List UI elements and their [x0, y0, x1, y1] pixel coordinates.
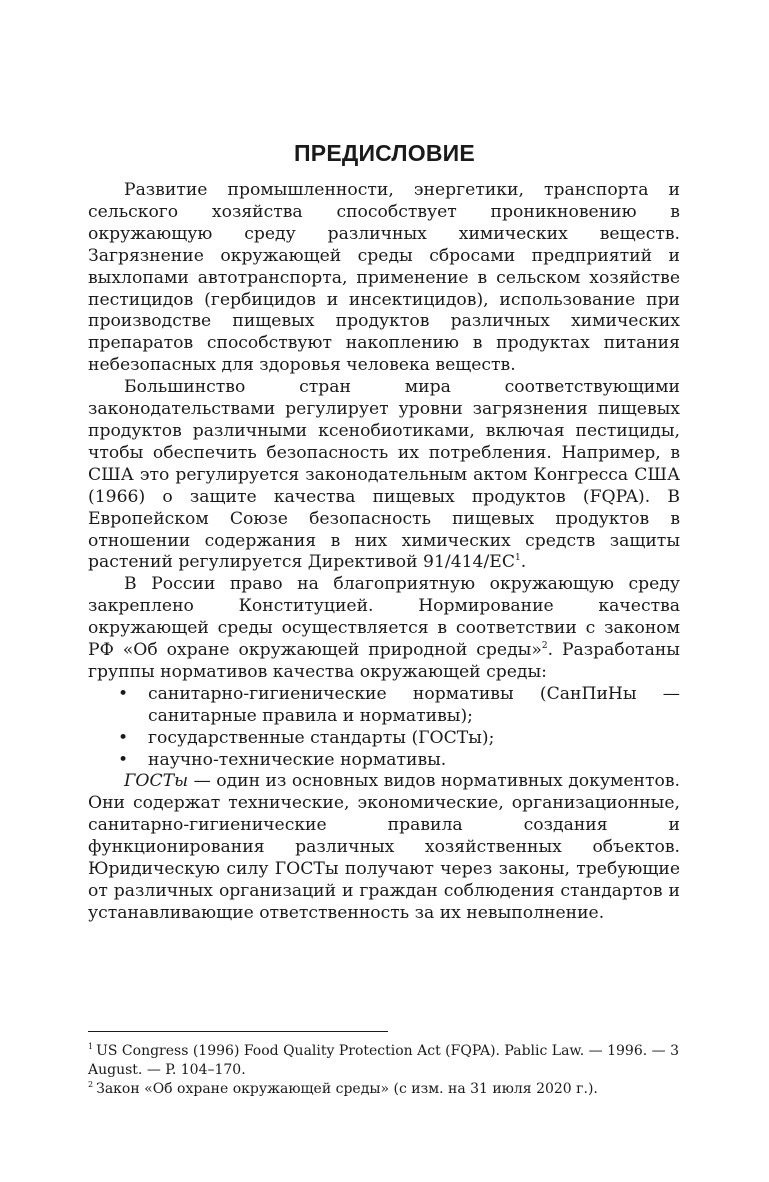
gost-term: ГОСТы: [124, 771, 189, 792]
paragraph-3-text: В России право на благоприятную окружающую среду закреплено Конституцией. Нормирование качества окружающей среды осуществляется в соответствии с законом РФ «Об охране окружающей природной среды»: [88, 574, 680, 661]
main-text: [88, 180, 680, 925]
footnote-ref-2: 2: [541, 641, 548, 652]
bullet-list: [88, 684, 680, 772]
paragraph-1: Развитие промышленности, энергетики, транспорта и сельского хозяйства способствует проникновению в окружающую среду различных химических веществ. Загрязнение окружающей среды сбросами предприятий и выхлопами автотранспорта, применение в сельском хозяйстве пестицидов (гербицидов и инсектицидов), использование при производстве пищевых продуктов различных химических препаратов способствуют накоплению в продуктах питания небезопасных для здоровья человека веществ.: [88, 180, 680, 376]
paragraph-3: [88, 574, 680, 684]
footnote-1: [88, 1042, 680, 1080]
list-item: [88, 684, 680, 728]
bullet-icon: •: [118, 727, 129, 748]
footnote-number: 2: [88, 1080, 94, 1089]
paragraph-2-end: .: [520, 552, 527, 573]
footnote-text: Закон «Об охране окружающей среды» (с изм. на 31 июля 2020 г.).: [96, 1081, 598, 1097]
footnotes: [88, 1042, 680, 1099]
footnote-text: US Congress (1996) Food Quality Protection Act (FQPA). Pablic Law. — 1996. — 3 August. — P. 104–170.: [88, 1043, 679, 1078]
footnote-2: [88, 1080, 680, 1099]
bullet-icon: •: [118, 683, 129, 704]
footnote-number: 1: [88, 1042, 94, 1051]
list-item: [88, 750, 680, 772]
paragraph-4-text: — один из основных видов нормативных документов. Они содержат технические, экономические, организационные, санитарно-гигиенические правила создания и функционирования различных хозяйственных объектов. Юридическую силу ГОСТы получают через законы, требующие от различных организаций и граждан соблюдения стандартов и устанавливающие ответственность за их невыполнение.: [88, 771, 680, 923]
paragraph-3-end: . Разработаны группы нормативов качества окружающей среды:: [88, 640, 680, 682]
paragraph-4: [88, 771, 680, 924]
paragraph-2: [88, 377, 680, 574]
list-item-text: научно-технические нормативы.: [148, 749, 447, 770]
list-item: [88, 728, 680, 750]
footnote-ref-1: 1: [515, 553, 521, 564]
footnote-divider: [88, 1031, 388, 1032]
bullet-icon: •: [118, 749, 129, 770]
page-title: ПРЕДИСЛОВИЕ: [294, 140, 475, 166]
list-item-text: государственные стандарты (ГОСТы);: [148, 727, 495, 748]
list-item-text: санитарно-гигиенические нормативы (СанПиНы — санитарные правила и нормативы);: [148, 683, 680, 726]
paragraph-2-text: Большинство стран мира соответствующими законодательствами регулирует уровни загрязнения пищевых продуктов различными ксенобиотиками, включая пестициды, чтобы обеспечить безопасность их потребления. Например, в США это регулируется законодательным актом Конгресса США (1966) о защите качества пищевых продуктов (FQPA). В Европейском Союзе безопасность пищевых продуктов в отношении содержания в них химических средств защиты растений регулируется Директивой 91/414/ЕС: [88, 377, 680, 573]
